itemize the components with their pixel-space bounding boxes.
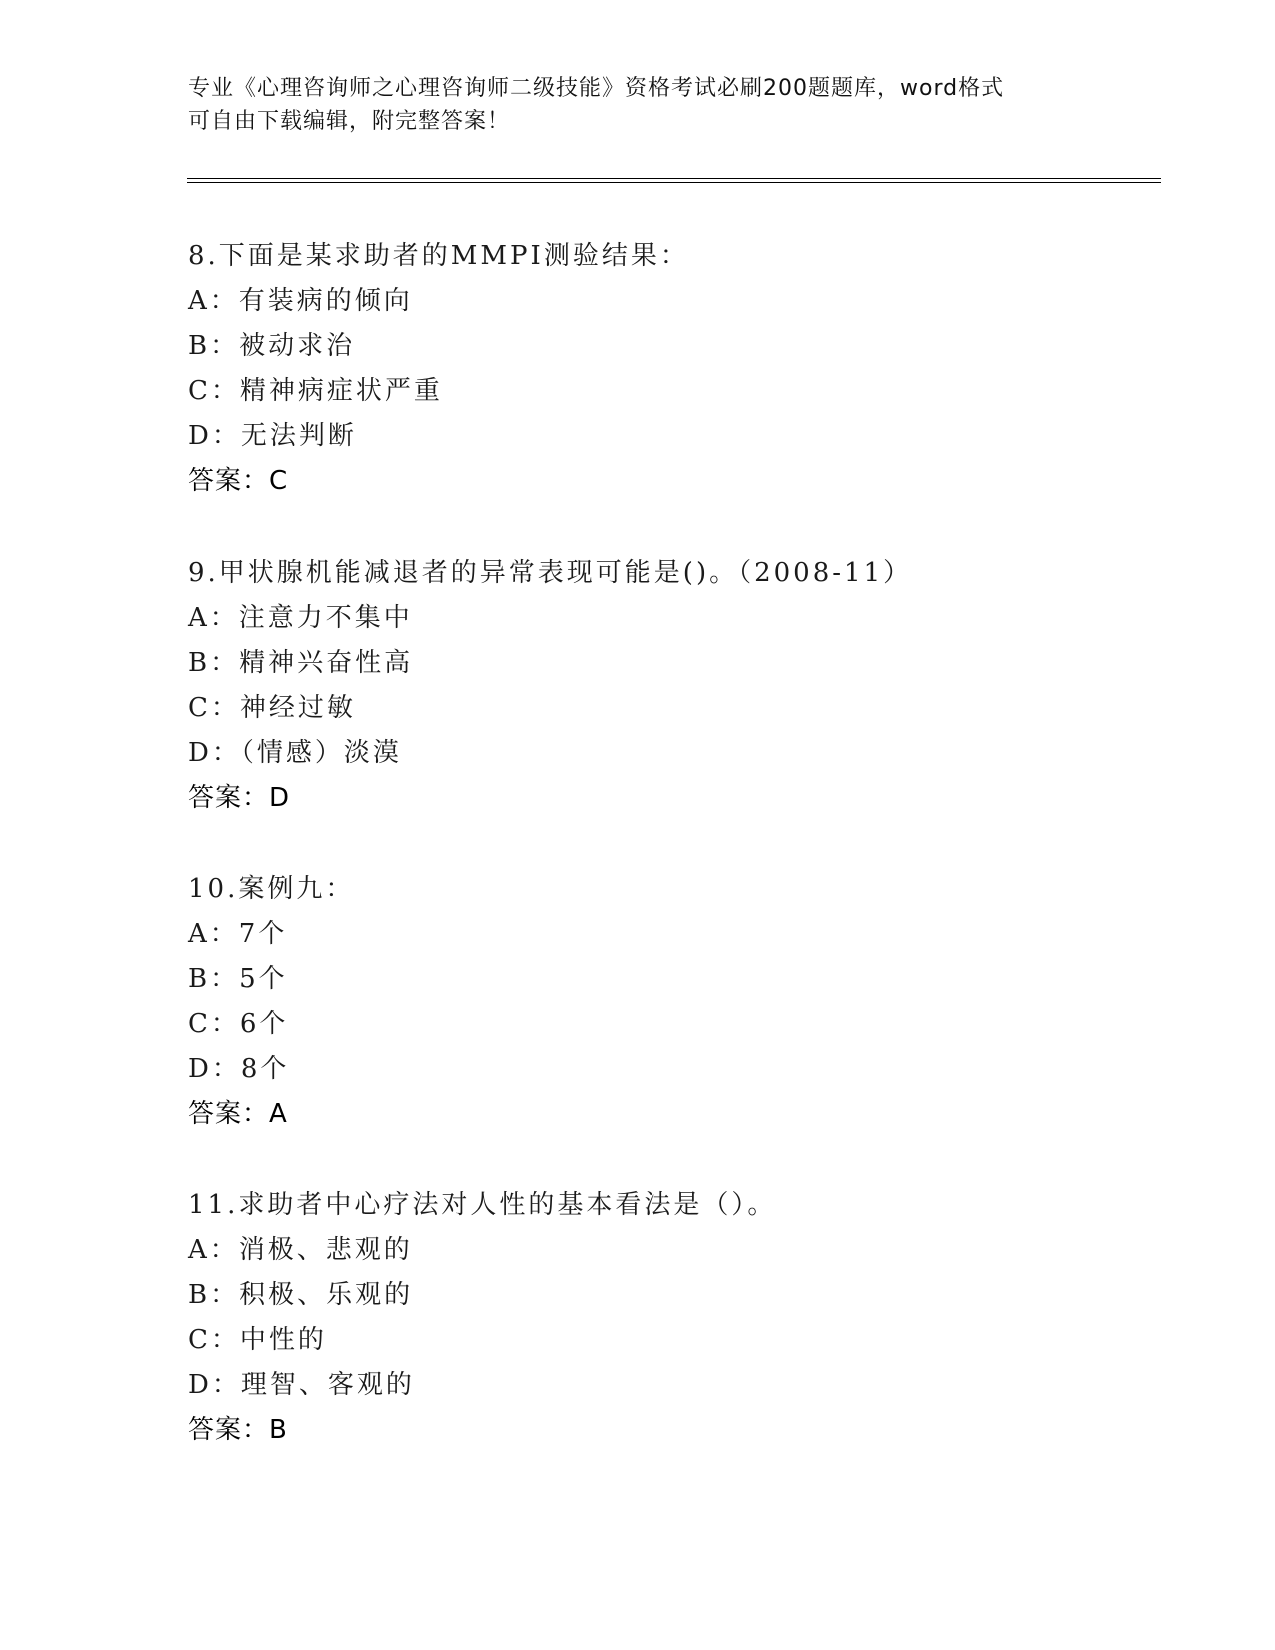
question-stem: 8.下面是某求助者的MMPI测验结果： (188, 241, 689, 271)
option-c: C：6个 (188, 1009, 289, 1039)
option-a: A：注意力不集中 (188, 603, 413, 633)
option-c: C：中性的 (188, 1325, 327, 1355)
option-b: B：精神兴奋性高 (188, 648, 414, 678)
option-b: B：积极、乐观的 (188, 1280, 414, 1310)
answer: 答案：B (188, 1415, 288, 1445)
header-line-1: 专业《心理咨询师之心理咨询师二级技能》资格考试必刷200题题库，word格式 (188, 76, 1005, 101)
question-stem: 11.求助者中心疗法对人性的基本看法是（）。 (188, 1190, 777, 1220)
option-a: A：消极、悲观的 (188, 1235, 413, 1265)
option-d: D：无法判断 (188, 421, 357, 451)
option-d: D：（情感）淡漠 (188, 738, 402, 768)
option-a: A：7个 (188, 919, 288, 949)
header-divider (187, 178, 1161, 183)
option-d: D：8个 (188, 1054, 290, 1084)
question-stem: 10.案例九： (188, 874, 355, 904)
option-c: C：精神病症状严重 (188, 376, 443, 406)
option-a: A：有装病的倾向 (188, 286, 413, 316)
document-header (188, 72, 1088, 138)
answer: 答案：D (188, 783, 291, 813)
option-b: B：被动求治 (188, 331, 356, 361)
option-b: B：5个 (188, 964, 288, 994)
option-d: D：理智、客观的 (188, 1370, 415, 1400)
answer: 答案：A (188, 1099, 288, 1129)
option-c: C：神经过敏 (188, 693, 356, 723)
header-line-2: 可自由下载编辑，附完整答案！ (188, 109, 511, 134)
question-stem: 9.甲状腺机能减退者的异常表现可能是()。（2008-11） (188, 558, 913, 588)
answer: 答案：C (188, 466, 289, 496)
